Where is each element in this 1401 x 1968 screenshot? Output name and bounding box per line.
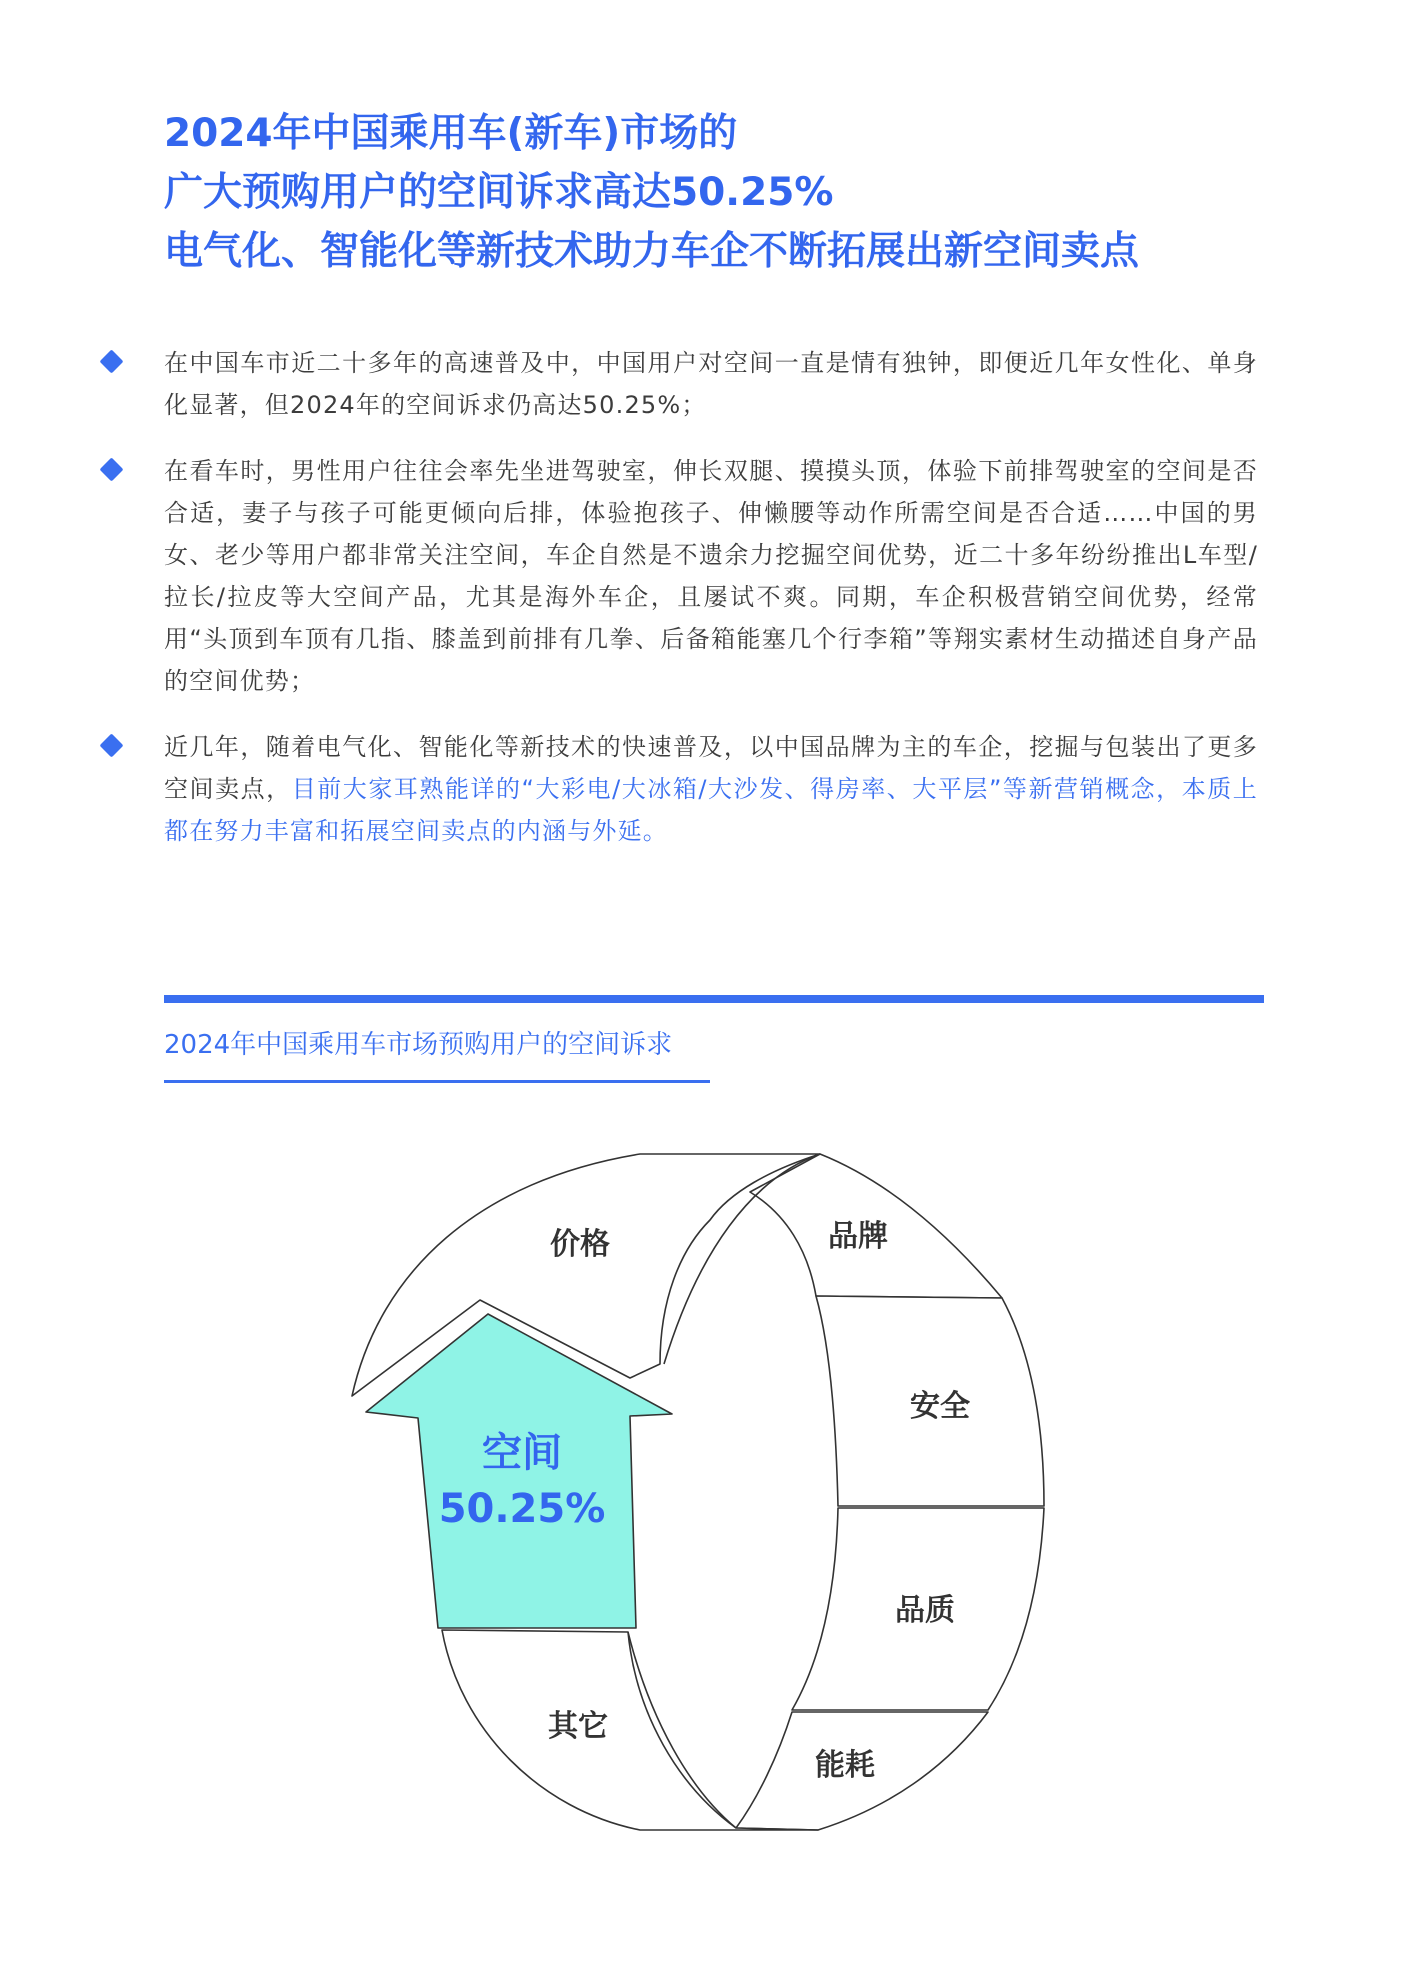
headline-line-2: 广大预购用户的空间诉求高达50.25% bbox=[164, 170, 834, 215]
headline bbox=[164, 104, 1284, 281]
section-title: 2024年中国乘用车市场预购用户的空间诉求 bbox=[164, 1030, 673, 1060]
bullet-text-highlight: 目前大家耳熟能详的“大彩电/大冰箱/大沙发、得房率、大平层”等新营销概念，本质上都在努力丰富和拓展空间卖点的内涵与外延。 bbox=[164, 775, 1258, 845]
section-divider bbox=[164, 995, 1264, 1003]
bullet-text: 在看车时，男性用户往往会率先坐进驾驶室，伸长双腿、摸摸头顶，体验下前排驾驶室的空间是否合适，妻子与孩子可能更倾向后排，体验抱孩子、伸懒腰等动作所需空间是否合适……中国的男女、老少等用户都非常关注空间，车企自然是不遗余力挖掘空间优势，近二十多年纷纷推出L车型/拉长/拉皮等大空间产品，尤其是海外车企，且屡试不爽。同期，车企积极营销空间优势，经常用“头顶到车顶有几指、膝盖到前排有几拳、后备箱能塞几个行李箱”等翔实素材生动描述自身产品的空间优势； bbox=[164, 457, 1258, 695]
headline-line-1: 2024年中国乘用车(新车)市场的 bbox=[164, 111, 738, 156]
diamond-bullet-icon bbox=[99, 457, 123, 481]
bullet-text bbox=[164, 726, 1258, 852]
segment-label-price: 价格 bbox=[550, 1227, 610, 1262]
bullet-text-plain: 近几年，随着电气化、智能化等新技术的快速普及，以中国品牌为主的车企，挖掘与包装出了更多空间卖点， bbox=[164, 733, 1258, 803]
bullet-item bbox=[98, 726, 1258, 852]
headline-line-3: 电气化、智能化等新技术助力车企不断拓展出新空间卖点 bbox=[164, 229, 1140, 274]
space-value: 50.25% bbox=[438, 1486, 606, 1532]
diamond-bullet-icon bbox=[99, 733, 123, 757]
segment-label-quality: 品质 bbox=[895, 1593, 955, 1628]
bullet-list bbox=[98, 342, 1258, 876]
segment-label-energy: 能耗 bbox=[815, 1748, 875, 1783]
bullet-item bbox=[98, 342, 1258, 426]
bullet-text: 在中国车市近二十多年的高速普及中，中国用户对空间一直是情有独钟，即便近几年女性化、单身化显著，但2024年的空间诉求仍高达50.25%； bbox=[164, 349, 1258, 419]
diamond-bullet-icon bbox=[99, 349, 123, 373]
bullet-item bbox=[98, 450, 1258, 702]
segment-price bbox=[352, 1154, 820, 1396]
space-label: 空间 bbox=[482, 1430, 562, 1476]
section-title-underline bbox=[164, 1080, 710, 1083]
segment-label-brand: 品牌 bbox=[828, 1219, 888, 1254]
space-demand-diagram bbox=[340, 1150, 1080, 1850]
segment-label-safety: 安全 bbox=[910, 1389, 970, 1424]
segment-label-other: 其它 bbox=[548, 1709, 608, 1744]
